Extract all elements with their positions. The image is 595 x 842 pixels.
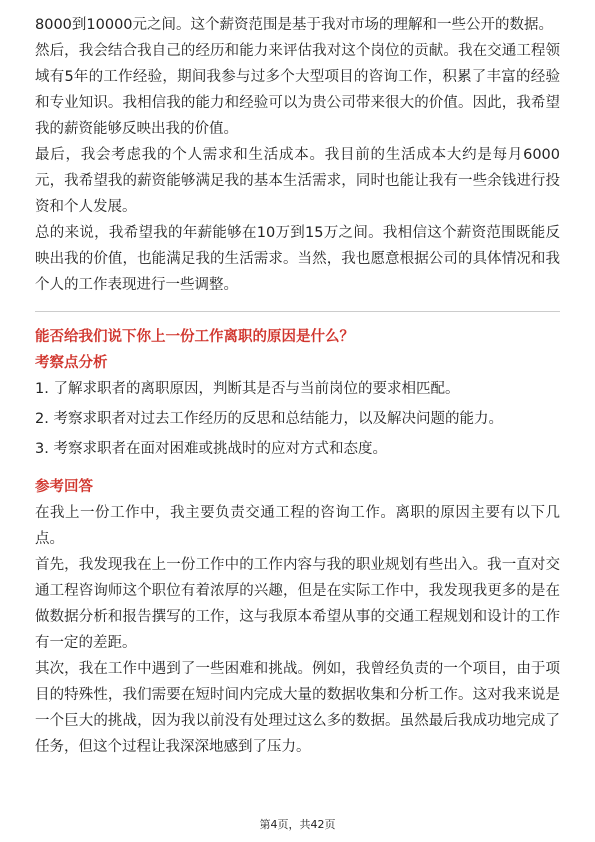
paragraph-salary-range: 8000到10000元之间。这个薪资范围是基于我对市场的理解和一些公开的数据。 xyxy=(35,17,554,33)
answer-title: 参考回答 xyxy=(35,479,93,495)
analysis-list xyxy=(35,376,560,462)
section-divider xyxy=(35,311,560,312)
paragraph-living-cost: 最后，我会考虑我的个人需求和生活成本。我目前的生活成本大约是每月6000元，我希望我的薪资能够满足我的基本生活需求，同时也能让我有一些余钱进行投资和个人发展。 xyxy=(35,147,560,215)
page-number: 第4页，共42页 xyxy=(259,818,336,831)
analysis-title: 考察点分析 xyxy=(35,355,108,371)
paragraph-experience: 然后，我会结合我自己的经历和能力来评估我对这个岗位的贡献。我在交通工程领域有5年的工作经验，期间我参与过多个大型项目的咨询工作，积累了丰富的经验和专业知识。我相信我的能力和经验可以为贵公司带来很大的价值。因此，我希望我的薪资能够反映出我的价值。 xyxy=(35,43,560,137)
answer-paragraph: 首先，我发现我在上一份工作中的工作内容与我的职业规划有些出入。我一直对交通工程咨询师这个职位有着浓厚的兴趣，但是在实际工作中，我发现我更多的是在做数据分析和报告撰写的工作，这与我原本希望从事的交通工程规划和设计的工作有一定的差距。 xyxy=(35,557,560,651)
answer-paragraph: 其次，我在工作中遇到了一些困难和挑战。例如，我曾经负责的一个项目，由于项目的特殊性，我们需要在短时间内完成大量的数据收集和分析工作。这对我来说是一个巨大的挑战，因为我以前没有处理过这么多的数据。虽然最后我成功地完成了任务，但这个过程让我深深地感到了压力。 xyxy=(35,661,560,755)
analysis-item: 2. 考察求职者对过去工作经历的反思和总结能力，以及解决问题的能力。 xyxy=(35,411,503,427)
question-heading: 能否给我们说下你上一份工作离职的原因是什么？ xyxy=(35,329,354,345)
answer-paragraph: 在我上一份工作中，我主要负责交通工程的咨询工作。离职的原因主要有以下几点。 xyxy=(35,505,560,547)
paragraph-summary: 总的来说，我希望我的年薪能够在10万到15万之间。我相信这个薪资范围既能反映出我的价值，也能满足我的生活需求。当然，我也愿意根据公司的具体情况和我个人的工作表现进行一些调整。 xyxy=(35,225,560,293)
page-content xyxy=(35,12,560,760)
analysis-item: 1. 了解求职者的离职原因，判断其是否与当前岗位的要求相匹配。 xyxy=(35,381,460,397)
analysis-item: 3. 考察求职者在面对困难或挑战时的应对方式和态度。 xyxy=(35,441,387,457)
